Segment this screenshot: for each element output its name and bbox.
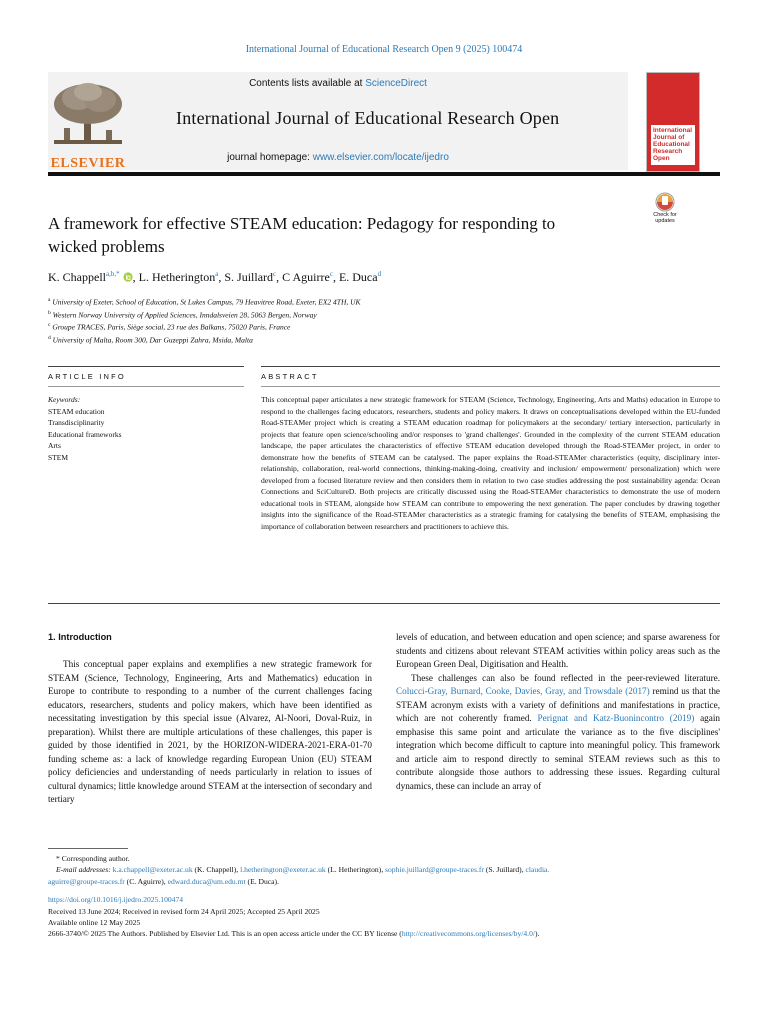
keyword-item: Educational frameworks	[48, 429, 122, 439]
email-addresses	[48, 864, 720, 875]
email-owner: (E. Duca).	[245, 876, 279, 886]
affiliation-item	[48, 320, 361, 333]
license-text: 2666-3740/© 2025 The Authors. Published by Elsevier Ltd. This is an open access article under the CC BY license (	[48, 929, 402, 939]
homepage-prefix: journal homepage:	[227, 152, 313, 163]
right-column	[396, 631, 720, 793]
header-rule	[48, 172, 720, 176]
paragraph-text: remind us that the STEAM acronym exists with a variety of definitions and manifestations in practice, which are not coherently framed.	[396, 686, 720, 723]
affiliation-sup: a	[48, 297, 51, 303]
section-heading-introduction: 1. Introduction	[48, 632, 112, 642]
email-link[interactable]: k.a.chappell@exeter.ac.uk	[112, 865, 193, 875]
email-link[interactable]: claudia.	[525, 865, 550, 875]
email-label: E-mail addresses:	[56, 865, 111, 875]
paragraph-text: These challenges can also be found reflected in the peer-reviewed literature.	[411, 672, 720, 683]
doi-link[interactable]: https://doi.org/10.1016/j.ijedro.2025.100474	[48, 895, 184, 905]
affiliation-text: Western Norway University of Applied Sciences, Inndalsveien 28, 5063 Bergen, Norway	[52, 310, 317, 319]
article-info-heading: ARTICLE INFO	[48, 372, 126, 381]
abstract-text: This conceptual paper articulates a new strategic framework for STEAM (Science, Technology, Engineering, Arts and Maths) education in Europe to respond to the challenges facing educators, researchers, students and policy makers. It draws on conceptualisations developed within the EU-funded Road-STEAMer project which is creating a STEAM education roadmap for policymakers at the secondary/ tertiary intersection, particularly in projects that feature open science/schooling and/or responses to 'grand challenges'. Grounded in the complexity of the current STEAM education landscape, the paper articulates the characteristics of effective STEAM education developed through the Road-STEAMer project, in order to demonstrate how the benefits of STEAM can be catalysed. The paper explains the Road-STEAMer characteristics (equity, disciplinary inter-relationship, collaboration, real-world connections, thinking-making-doing, creativity and inclusion/ empowerment/ personalization) which were developed from a focused literature review and then considers them in relation to two case studies addressing the post sustainability agenda: Ocean Connections and SciCultureD. Both projects are critically discussed using the Road-STEAMer characteristics to demonstrate the use of modern educational tools in STEAM, alongside how STEAM can contribute to empowering the next generation. The paper concludes by drawing together insights into the significance of the Road-STEAMer characteristics as a strategic framing for catalysing the benefits of STEAM, emphasising the importance of collaboration between researchers and practitioners to achieve this.	[261, 395, 720, 532]
keywords-block	[48, 394, 122, 463]
spacer	[48, 645, 372, 659]
keyword-item: STEAM education	[48, 406, 105, 416]
homepage-line	[48, 152, 628, 163]
footnotes	[48, 853, 720, 940]
author-name[interactable]: L. Hetherington	[138, 270, 216, 284]
cover-title: International Journal of Educational Research Open	[651, 125, 695, 165]
author-sup: a,b,*	[106, 270, 120, 278]
license-line	[48, 928, 720, 939]
check-for-updates-label: Check for updates	[653, 212, 677, 224]
author-name[interactable]: C Aguirre	[282, 270, 330, 284]
license-link[interactable]: http://creativecommons.org/licenses/by/4.0/	[401, 929, 535, 939]
citation-link[interactable]: Colucci-Gray, Burnard, Cooke, Davies, Gray, and Trowsdale (2017)	[396, 686, 650, 696]
contents-prefix: Contents lists available at	[249, 78, 366, 89]
affiliation-text: Groupe TRACES, Paris, Siège social, 23 rue des Balkans, 75020 Paris, France	[52, 322, 291, 332]
author-sup: c	[273, 270, 277, 278]
available-online: Available online 12 May 2025	[48, 918, 141, 928]
intro-paragraph-1: This conceptual paper explains and exemplifies a new strategic framework for STEAM (Science, Technology, Engineering, Arts and Mathematics) education in Europe to contribute to responding to a number of the current challenges facing educators, researchers, students and policy makers, which have been identified as necessitating investigation by this special issue (Alvarez, Al-Noori, Doval-Ruiz, in preparation). Whilst there are multiple articulations of these challenges, this paper is guided by those identified in 2021, by the HORIZON-WIDERA-2021-ERA-01-70 funding scheme as: a lack of knowledge regarding European Union (EU) STEAM policy deficiencies and understanding of needs particularly in relation to issues of cultural dynamics; little knowledge around STEAM at the intersection of secondary and tertiary	[48, 659, 372, 804]
received-dates: Received 13 June 2024; Received in revised form 24 April 2025; Accepted 25 April 2025	[48, 906, 320, 916]
crossmark-icon	[645, 192, 685, 214]
title-line-2: wicked problems	[48, 237, 165, 256]
affiliations	[48, 295, 361, 345]
author-sup: d	[377, 270, 382, 278]
citation-link[interactable]: Perignat and Katz-Buonincontro (2019)	[537, 713, 695, 723]
license-text: ).	[534, 929, 540, 939]
affiliation-text: University of Malta, Room 300, Dar Guzeppi Zahra, Msida, Malta	[52, 335, 253, 344]
affiliation-sup: c	[48, 322, 51, 328]
abstract-heading: ABSTRACT	[261, 372, 319, 381]
journal-citation[interactable]: International Journal of Educational Research Open 9 (2025) 100474	[245, 44, 523, 55]
keyword-item: STEM	[48, 452, 69, 462]
check-for-updates-badge[interactable]	[645, 192, 685, 232]
journal-title: International Journal of Educational Research Open	[176, 108, 560, 128]
email-owner: (S. Juillard),	[483, 865, 526, 875]
article-title	[48, 212, 638, 258]
sciencedirect-link[interactable]: ScienceDirect	[365, 78, 427, 89]
intro-paragraph-2	[396, 672, 720, 794]
affiliation-sup: d	[48, 334, 51, 341]
journal-cover-thumbnail	[646, 72, 700, 172]
author-name[interactable]: E. Duca	[338, 270, 378, 284]
author-list: K. Chappell$^{a,b,*}$ , L. Hetherington$^a$, S. Juillard$^c$, C Aguirre$^c$, E. Duca$^d$	[48, 270, 382, 284]
abstract-rule	[261, 386, 720, 387]
keyword-item: Arts	[48, 441, 61, 450]
email-link[interactable]: sophie.juillard@groupe-traces.fr	[385, 865, 484, 875]
publisher-name: ELSEVIER	[50, 156, 126, 171]
contents-line	[48, 78, 628, 89]
email-link[interactable]: edward.duca@um.edu.mt	[167, 876, 246, 886]
keyword-item: Transdisciplinarity	[48, 418, 105, 427]
affiliation-item	[48, 295, 361, 308]
author-sup: c	[329, 270, 333, 278]
email-owner: (C. Aguirre),	[124, 876, 168, 886]
affiliation-item	[48, 333, 361, 346]
affiliation-sup: b	[48, 309, 51, 316]
article-info-rule	[48, 386, 244, 387]
journal-header	[48, 72, 628, 172]
email-link[interactable]: aguirre@groupe-traces.fr	[48, 876, 125, 886]
abstract-rule-top	[261, 366, 720, 367]
email-addresses-cont	[48, 876, 720, 887]
keywords-label: Keywords:	[48, 395, 81, 404]
orcid-icon[interactable]	[123, 272, 133, 282]
author-name[interactable]: S. Juillard	[224, 270, 274, 284]
intro-paragraph-continued: levels of education, and between education and open science; and sparse awareness for students and citizens about relevant STEAM activities within policy areas such as the European Green Deal, Digitisation and Health.	[396, 632, 720, 669]
footnote-rule	[48, 848, 128, 849]
email-link[interactable]: l.hetherington@exeter.ac.uk	[240, 865, 326, 875]
email-owner: (L. Hetherington),	[325, 865, 385, 875]
affiliation-item	[48, 308, 361, 321]
abstract-bottom-rule	[48, 603, 720, 604]
author-sup: a	[215, 270, 219, 278]
corresponding-author-note: * Corresponding author.	[56, 854, 130, 863]
title-line-1: A framework for effective STEAM education: Pedagogy for responding to	[48, 214, 556, 233]
spacer	[48, 887, 720, 894]
paragraph-text: again emphasise this same point and articulate the variance as to the five disciplines' integration which become difficult to capture into meaningful policy. This framework and article aim to respond directly to seminal STEAM reviews such as this to contribute alongside those authors to addressing these issues. Regarding cultural dynamics, these can include an array of	[396, 713, 720, 791]
author-name[interactable]: K. Chappell	[48, 270, 106, 284]
article-info-rule-top	[48, 366, 244, 367]
homepage-link[interactable]: www.elsevier.com/locate/ijedro	[312, 152, 449, 163]
email-owner: (K. Chappell),	[192, 865, 241, 875]
affiliation-text: University of Exeter, School of Education, St Lukes Campus, 79 Heavitree Road, Exeter, EX2 4TH, UK	[52, 297, 361, 307]
left-column	[48, 631, 372, 807]
